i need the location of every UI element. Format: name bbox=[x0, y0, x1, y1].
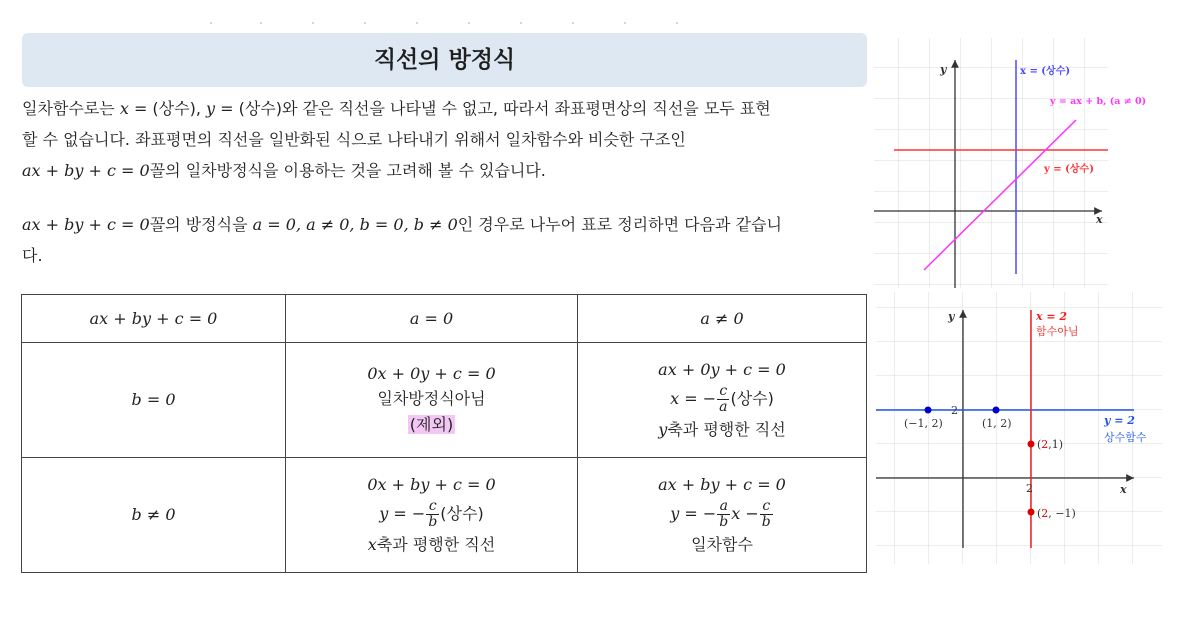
table-row-b-nonzero bbox=[22, 458, 867, 573]
intro-paragraph-1 bbox=[22, 93, 867, 186]
point-label-red-2 bbox=[1037, 507, 1076, 520]
point-blue-2 bbox=[993, 407, 1000, 414]
fraction-numerator: a bbox=[717, 499, 730, 515]
cell-solution bbox=[578, 384, 866, 415]
fraction bbox=[760, 499, 773, 530]
point-red-2 bbox=[1028, 509, 1035, 516]
header-a-nonzero: a ≠ 0 bbox=[700, 308, 744, 328]
point-label-blue-1: (−1, 2) bbox=[904, 417, 943, 430]
top-dots-decoration bbox=[180, 22, 700, 26]
intro-text: 다. bbox=[22, 246, 43, 265]
solution-lhs: y = − bbox=[670, 503, 717, 523]
solution-lhs: y = − bbox=[379, 503, 426, 523]
label-y2-note: 상수함수 bbox=[1104, 431, 1147, 444]
row-label: b ≠ 0 bbox=[131, 505, 176, 524]
axis-variable: x bbox=[367, 534, 377, 554]
cell-bn-an bbox=[578, 458, 867, 573]
cell-text: 축과 평행한 직선 bbox=[376, 534, 496, 554]
point-label-red-1 bbox=[1037, 438, 1063, 451]
coord-x: 2 bbox=[1041, 507, 1049, 520]
math-y-eq: y = bbox=[206, 99, 234, 118]
table-row-b-zero bbox=[22, 343, 867, 458]
cell-bn-a0 bbox=[286, 458, 578, 573]
coord-y: , −1) bbox=[1048, 507, 1076, 520]
row-label: b = 0 bbox=[131, 390, 176, 409]
label-horizontal: y = (상수) bbox=[1044, 164, 1094, 175]
coord-x: 2 bbox=[1041, 438, 1049, 451]
point-blue-1 bbox=[925, 407, 932, 414]
fraction bbox=[426, 499, 439, 530]
paren: ( bbox=[1037, 438, 1042, 451]
graph-lines-types bbox=[874, 38, 1147, 288]
math-general-equation: ax + by + c = 0 bbox=[22, 215, 150, 234]
excluded-highlight: (제외) bbox=[409, 415, 454, 434]
cell-equation: 0x + 0y + c = 0 bbox=[367, 364, 496, 383]
grid-background bbox=[874, 38, 1108, 288]
label-oblique: y = ax + b, (a ≠ 0) bbox=[1050, 96, 1147, 107]
table-header-row bbox=[22, 295, 867, 343]
solution-mid: x − bbox=[731, 503, 759, 523]
point-label-blue-2: (1, 2) bbox=[982, 417, 1012, 430]
cases-table bbox=[21, 294, 867, 573]
fraction bbox=[717, 499, 730, 530]
intro-text: 할 수 없습니다. 좌표평면의 직선을 일반화된 식으로 나타내기 위해서 일차함수와 비슷한 구조인 bbox=[22, 130, 686, 149]
fraction-numerator: c bbox=[717, 384, 729, 400]
cell-solution bbox=[578, 499, 866, 530]
fraction-denominator: b bbox=[761, 513, 771, 530]
label-x2-note: 함수아님 bbox=[1036, 325, 1079, 338]
tick-label-x: 2 bbox=[1026, 482, 1033, 495]
label-y2: y = 2 bbox=[1104, 414, 1135, 427]
axis-variable: y bbox=[658, 419, 668, 439]
math-conditions: a = 0, a ≠ 0, b = 0, b ≠ 0 bbox=[252, 215, 458, 234]
header-cell bbox=[286, 295, 578, 343]
fraction-denominator: b bbox=[719, 513, 729, 530]
cell-equation: ax + by + c = 0 bbox=[658, 474, 786, 494]
cell-text: 축과 평행한 직선 bbox=[667, 419, 786, 439]
math-general-equation: ax + by + c = 0 bbox=[22, 161, 150, 180]
point-red-1 bbox=[1028, 441, 1035, 448]
intro-text: 인 경우로 나누어 표로 정리하면 다음과 같습니 bbox=[457, 215, 782, 234]
header-a-zero: a = 0 bbox=[409, 308, 454, 328]
intro-text: 꼴의 방정식을 bbox=[149, 215, 253, 234]
tick-label-y: 2 bbox=[951, 404, 958, 417]
intro-text: 꼴의 일차방정식을 이용하는 것을 고려해 볼 수 있습니다. bbox=[149, 161, 546, 180]
y-axis-label: y bbox=[948, 310, 955, 323]
intro-paragraph-2 bbox=[22, 209, 867, 271]
constant-label: (상수) bbox=[440, 503, 484, 523]
fraction-denominator: b bbox=[428, 513, 438, 530]
cell-text: 일차방정식아님 bbox=[377, 389, 486, 408]
label-x2: x = 2 bbox=[1036, 310, 1068, 323]
cell-text: 일차함수 bbox=[691, 534, 753, 554]
x-axis-label: x bbox=[1096, 213, 1103, 226]
y-axis-label: y bbox=[940, 63, 947, 76]
row-label-cell bbox=[22, 343, 286, 458]
math-x-eq: x = bbox=[119, 99, 148, 118]
intro-text: (상수)와 같은 직선을 나타낼 수 없고, 따라서 좌표평면상의 직선을 모두 표현 bbox=[233, 99, 771, 118]
graph-x2-y2 bbox=[876, 292, 1162, 564]
page-title: 직선의 방정식 bbox=[373, 47, 516, 73]
intro-text: 일차함수로는 bbox=[22, 99, 120, 118]
header-cell bbox=[22, 295, 286, 343]
cell-b0-a0 bbox=[286, 343, 578, 458]
cell-b0-an bbox=[578, 343, 867, 458]
cell-equation: ax + 0y + c = 0 bbox=[658, 359, 786, 379]
fraction bbox=[717, 384, 729, 415]
paren: ( bbox=[1037, 507, 1042, 520]
fraction-denominator: a bbox=[719, 398, 728, 415]
solution-lhs: x = − bbox=[670, 388, 717, 408]
constant-label: (상수) bbox=[730, 388, 774, 408]
coord-y: ,1) bbox=[1048, 438, 1064, 451]
cell-equation: 0x + by + c = 0 bbox=[367, 474, 496, 494]
fraction-numerator: c bbox=[760, 499, 773, 515]
row-label-cell bbox=[22, 458, 286, 573]
intro-text: (상수), bbox=[147, 99, 206, 118]
header-equation: ax + by + c = 0 bbox=[89, 308, 218, 328]
title-banner bbox=[22, 33, 867, 87]
label-vertical: x = (상수) bbox=[1020, 66, 1071, 77]
x-axis-label: x bbox=[1120, 483, 1127, 496]
header-cell bbox=[578, 295, 867, 343]
fraction-numerator: c bbox=[426, 499, 439, 515]
cell-solution bbox=[286, 499, 577, 530]
